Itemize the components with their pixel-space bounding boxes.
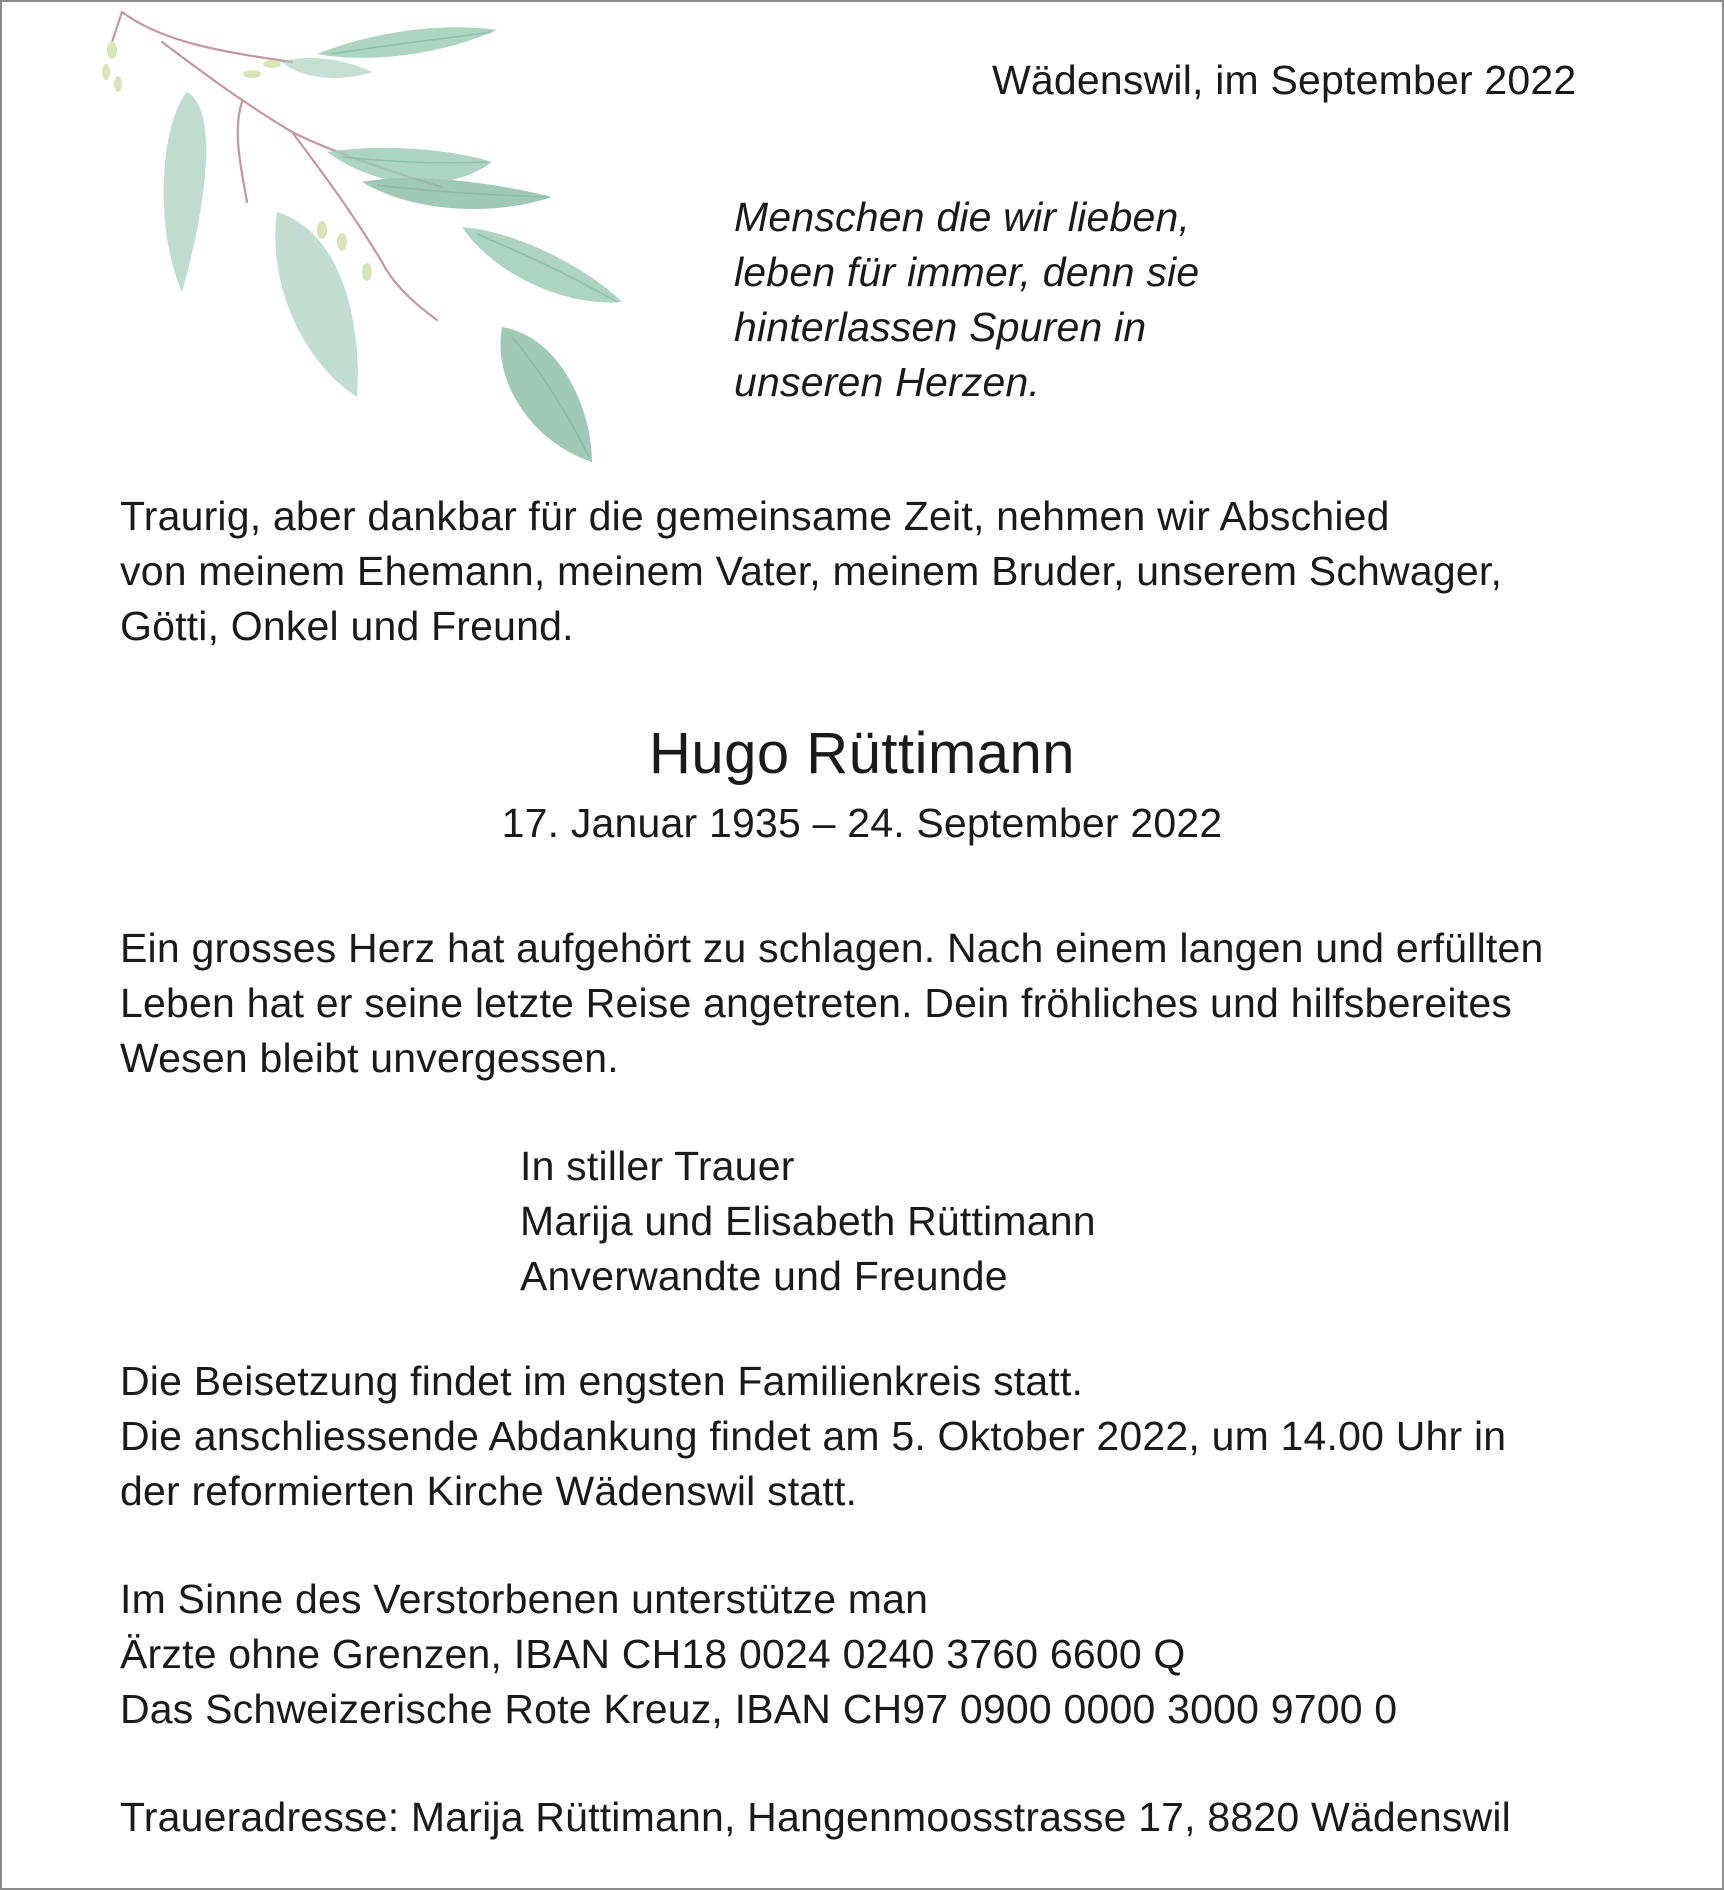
- quote-line: Menschen die wir lieben,: [734, 194, 1191, 240]
- place-date: Wädenswil, im September 2022: [992, 57, 1577, 103]
- quote: [734, 190, 1199, 410]
- signature-line: Anverwandte und Freunde: [520, 1253, 1008, 1299]
- paragraph-line: Wesen bleibt unvergessen.: [120, 1035, 619, 1081]
- donation-line: Ärzte ohne Grenzen, IBAN CH18 0024 0240 3760 6600 Q: [120, 1631, 1186, 1677]
- quote-line: leben für immer, denn sie: [734, 249, 1200, 295]
- paragraph-line: Leben hat er seine letzte Reise angetreten. Dein fröhliches und hilfsbereites: [120, 980, 1513, 1026]
- life-dates: 17. Januar 1935 – 24. September 2022: [501, 800, 1223, 846]
- burial-line: Die anschliessende Abdankung findet am 5. Oktober 2022, um 14.00 Uhr in: [120, 1413, 1507, 1459]
- burial-line: Die Beisetzung findet im engsten Familienkreis statt.: [120, 1358, 1084, 1404]
- donation-info: [120, 1572, 1397, 1737]
- quote-line: unseren Herzen.: [734, 359, 1041, 405]
- burial-info: [120, 1354, 1506, 1519]
- signature-line: In stiller Trauer: [520, 1143, 795, 1189]
- mourning-address: Traueradresse: Marija Rüttimann, Hangenmoosstrasse 17, 8820 Wädenswil: [120, 1794, 1511, 1840]
- burial-line: der reformierten Kirche Wädenswil statt.: [120, 1468, 858, 1514]
- deceased-name: Hugo Rüttimann: [648, 721, 1076, 786]
- memorial-paragraph: [120, 921, 1544, 1086]
- intro-text: [120, 489, 1502, 654]
- eucalyptus-branch-illustration: [92, 2, 652, 482]
- signature-line: Marija und Elisabeth Rüttimann: [520, 1198, 1096, 1244]
- donation-line: Das Schweizerische Rote Kreuz, IBAN CH97 0900 0000 3000 9700 0: [120, 1686, 1398, 1732]
- mourners-signature: [520, 1139, 1096, 1304]
- intro-line: Traurig, aber dankbar für die gemeinsame Zeit, nehmen wir Abschied: [120, 493, 1390, 539]
- paragraph-line: Ein grosses Herz hat aufgehört zu schlagen. Nach einem langen und erfüllten: [120, 925, 1544, 971]
- quote-line: hinterlassen Spuren in: [734, 304, 1147, 350]
- intro-line: Götti, Onkel und Freund.: [120, 603, 574, 649]
- intro-line: von meinem Ehemann, meinem Vater, meinem Bruder, unserem Schwager,: [120, 548, 1503, 594]
- donation-line: Im Sinne des Verstorbenen unterstütze man: [120, 1576, 929, 1622]
